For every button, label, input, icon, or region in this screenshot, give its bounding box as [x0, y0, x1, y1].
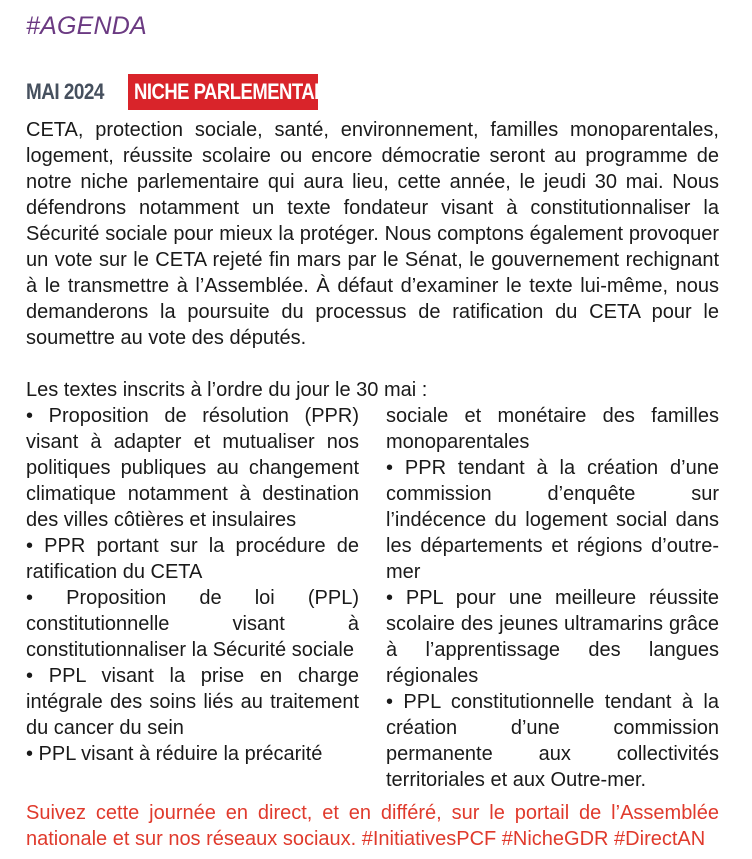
agenda-header — [26, 74, 344, 110]
footer-note: Suivez cette journée en direct, et en différé, sur le portail de l’Assemblée nationale et sur nos réseaux sociaux. #InitiativesPCF #NicheGDR #DirectAN — [26, 802, 719, 850]
topic-badge — [128, 74, 344, 110]
section-tag: #AGENDA — [26, 12, 147, 40]
list-item: • PPR tendant à la création d’une commission d’enquête sur l’indécence du logement social dans les départements et régions d’outre-mer — [386, 457, 719, 583]
list-item: • PPL pour une meilleure réussite scolaire des jeunes ultramarins grâce à l’apprentissage des langues régionales — [386, 587, 719, 687]
list-item: • Proposition de résolution (PPR) visant à adapter et mutualiser nos politiques publiques au changement climatique notamment à destination des villes côtières et insulaires — [26, 405, 359, 531]
intro-paragraph: CETA, protection sociale, santé, environnement, familles monoparentales, logement, réussite scolaire ou encore démocratie seront au programme de notre niche parlementaire qui aura lieu, cette année, le jeudi 30 mai. Nous défendrons notamment un texte fondateur visant à constitutionnaliser la Sécurité sociale pour mieux la protéger. Nous comptons également provoquer un vote sur le CETA rejeté fin mars par le Sénat, le gouvernement rechignant à le transmettre à l’Assemblée. À défaut d’examiner le texte lui-même, nous demanderons la poursuite du processus de ratification du CETA pour le soumettre au vote des députés. — [26, 119, 719, 349]
list-item: • PPR portant sur la procédure de ratification du CETA — [26, 535, 359, 583]
list-item: • PPL visant la prise en charge intégrale des soins liés au traitement du cancer du sein — [26, 665, 359, 739]
list-item: • PPL constitutionnelle tendant à la création d’une commission permanente aux collectivités territoriales et aux Outre-mer. — [386, 691, 719, 791]
right-column — [386, 403, 719, 793]
topic-badge-label: NICHE PARLEMENTAIRE — [134, 79, 344, 104]
list-heading: Les textes inscrits à l’ordre du jour le 30 mai : — [26, 379, 428, 401]
list-item-continuation: sociale et monétaire des familles monoparentales — [386, 405, 719, 453]
left-column — [26, 403, 359, 767]
list-item: • PPL visant à réduire la précarité — [26, 743, 323, 765]
date-label: MAI 2024 — [26, 79, 104, 104]
list-item: • Proposition de loi (PPL) constitutionnelle visant à constitutionnaliser la Sécurité sociale — [26, 587, 359, 661]
